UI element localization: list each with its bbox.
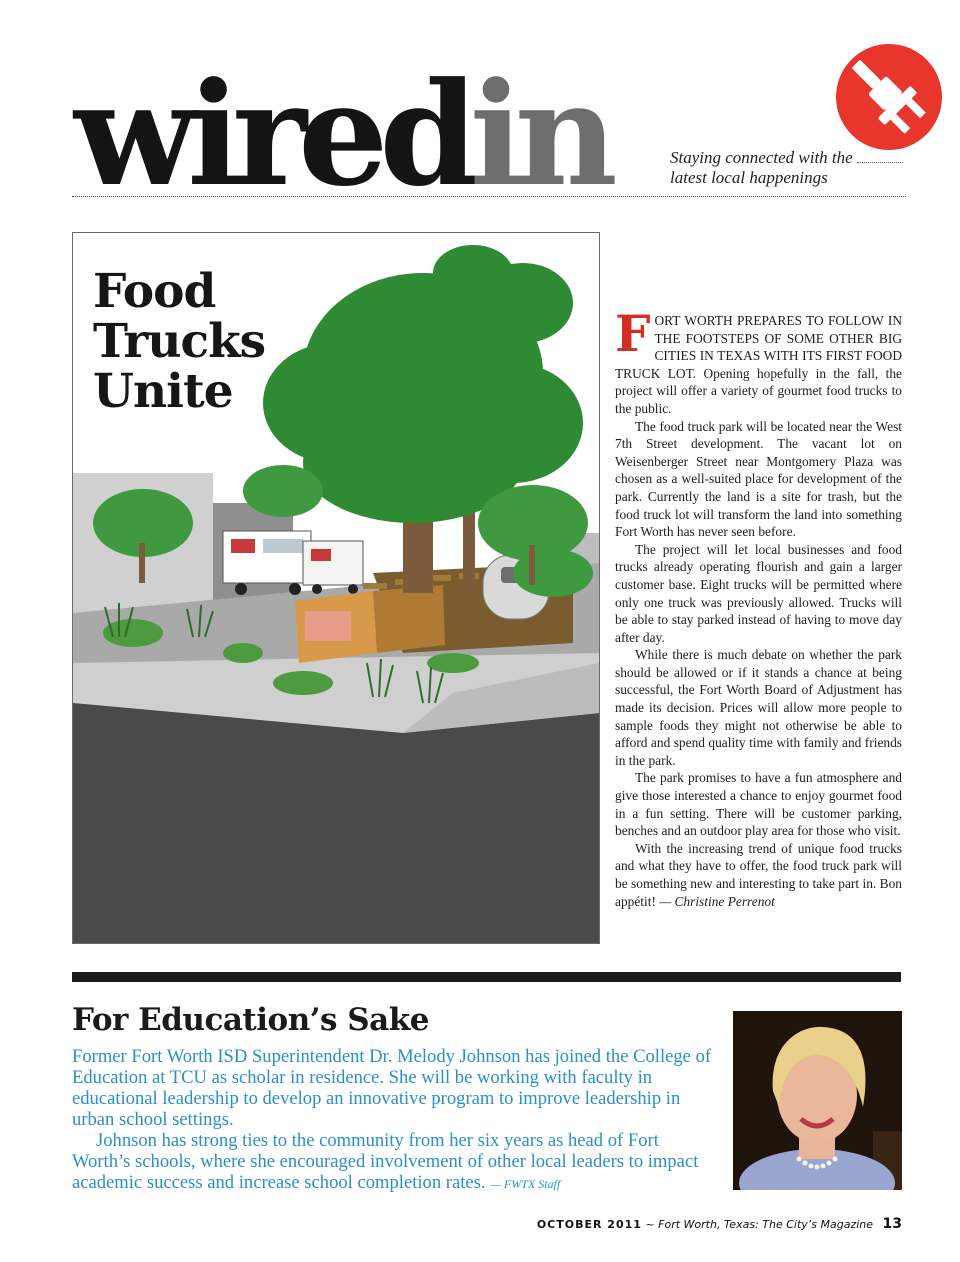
drop-cap: F xyxy=(615,304,651,363)
education-article xyxy=(72,1046,718,1195)
education-paragraph-text: Johnson has strong ties to the community from her six years as head of Fort Worth’s schools, where she encouraged involvement of other local leaders to impact academic success and increase school completion rates. xyxy=(72,1130,699,1193)
issue-date: OCTOBER 2011 xyxy=(536,1218,642,1231)
page-number: 13 xyxy=(882,1216,902,1232)
footer-separator: ~ xyxy=(645,1218,655,1231)
article-paragraph: While there is much debate on whether the park should be allowed or if it stands a chance at being successful, the Fort Worth Board of Adjustment has made its decision. Prices will allow more people to sample foods they might not otherwise be able to afford and spend quality time with family and friends in the park. xyxy=(615,647,902,768)
article-paragraph: The park promises to have a fun atmosphere and give those interested a chance to enjoy gourmet food in a fun setting. There will be customer parking, benches and an outdoor play area for those who visit. xyxy=(615,770,902,839)
education-headline: For Education’s Sake xyxy=(72,1002,429,1038)
education-byline: — FWTX Staff xyxy=(490,1177,561,1191)
feature-title-line: Unite xyxy=(93,364,233,419)
article-paragraph: The project will let local businesses and food trucks already operating flourish and gain a larger customer base. Eight trucks will be permitted where only one truck was previously allowed. Trucks will be able to stay parked instead of having to move day after day. xyxy=(615,541,902,645)
food-truck-2 xyxy=(303,541,363,594)
article-paragraph: The food truck park will be located near the West 7th Street development. The vacant lot on Weisenberger Street near Montgomery Plaza was chosen as a well-suited place for development of the park. Currently the land is a site for trash, but the food truck lot will transform the land into something Fort Worth has never seen before. xyxy=(615,418,902,540)
plug-icon xyxy=(836,44,942,150)
feature-article xyxy=(615,304,902,910)
feature-title-line: Trucks xyxy=(93,314,266,369)
magazine-name: Fort Worth, Texas: The City’s Magazine xyxy=(658,1218,874,1231)
lead-rest: Opening hopefully in the fall, the project will offer a variety of gourmet food trucks to the public. xyxy=(615,365,902,416)
tagline-dots xyxy=(857,162,903,163)
tagline-line2: latest local happenings xyxy=(670,168,828,187)
section-divider xyxy=(72,972,901,982)
masthead xyxy=(72,52,908,218)
article-final-paragraph xyxy=(615,840,902,910)
page-footer xyxy=(537,1216,902,1232)
education-paragraph: Former Fort Worth ISD Superintendent Dr. Melody Johnson has joined the College of Education at TCU as scholar in residence. She will be working with faculty in educational leadership to develop an innovative program to improve leadership in urban school settings. xyxy=(72,1046,712,1130)
portrait-photo xyxy=(733,1011,902,1190)
feature-title-line: Food xyxy=(93,264,216,319)
food-truck-park-rendering xyxy=(72,232,600,944)
tagline-line1: Staying connected with the xyxy=(670,148,853,167)
article-byline: — Christine Perrenot xyxy=(659,893,775,909)
final-text: With the increasing trend of unique food trucks and what they have to offer, the food truck park will be something new and interesting to take part in. Bon appétit! xyxy=(615,840,902,909)
wordmark-wired: wired xyxy=(74,52,470,218)
feature-title xyxy=(93,264,266,419)
masthead-divider xyxy=(72,196,906,197)
article-lead-paragraph xyxy=(615,304,902,418)
wordmark-in: in xyxy=(469,52,609,218)
lead-caps: ORT WORTH PREPARES TO FOLLOW IN THE FOOTSTEPS OF SOME OTHER BIG CITIES IN TEXAS WITH ITS FIRST FOOD TRUCK LOT. xyxy=(615,313,902,381)
section-wordmark xyxy=(74,52,609,218)
education-paragraph xyxy=(72,1130,718,1195)
section-tagline xyxy=(670,148,910,188)
